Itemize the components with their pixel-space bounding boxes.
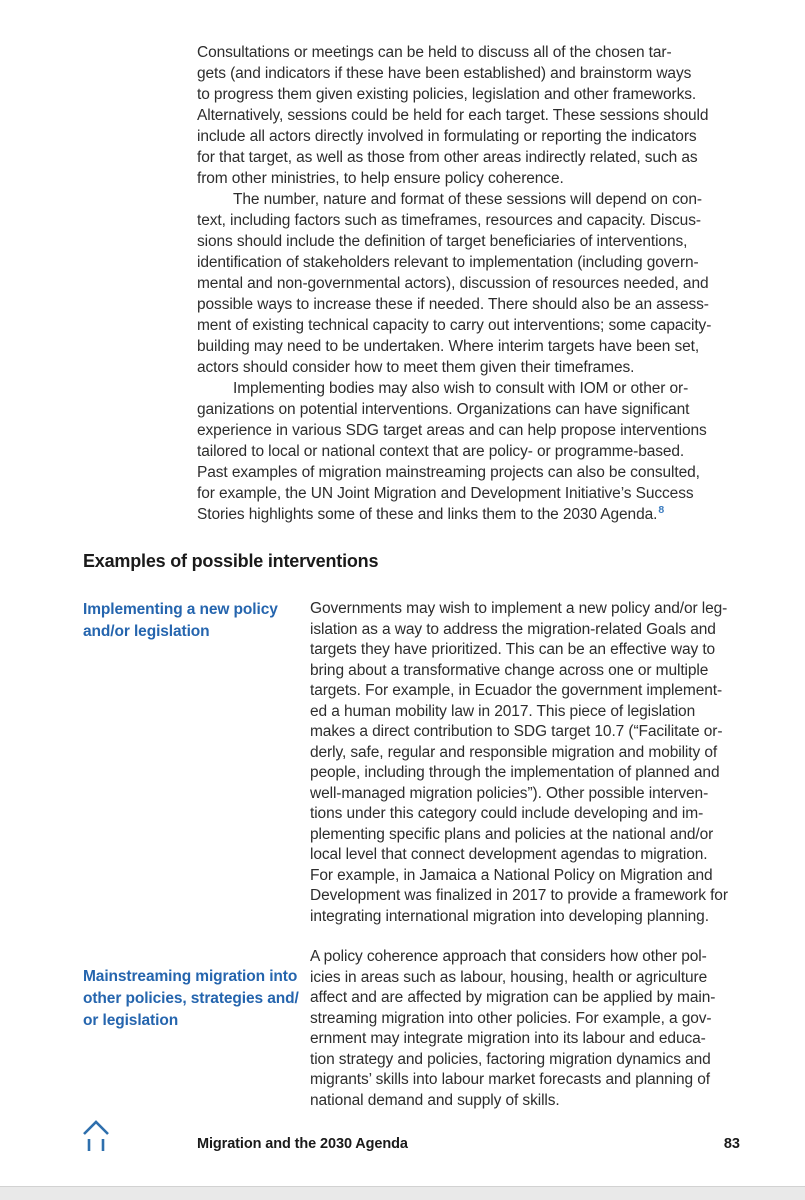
text-line: Consultations or meetings can be held to discuss all of the chosen tar- — [197, 44, 672, 61]
intervention-label-line: and/or legislation — [83, 623, 210, 640]
text-line: plementing specific plans and policies at the national and/or — [310, 825, 714, 843]
intervention-label-line: Mainstreaming migration into — [83, 968, 298, 985]
text-line: migrants’ skills into labour market forecasts and planning of — [310, 1071, 710, 1088]
intervention-label — [83, 947, 310, 1032]
text-line: ed a human mobility law in 2017. This piece of legislation — [310, 702, 696, 720]
text-line: text, including factors such as timeframes, resources and capacity. Discus- — [197, 212, 701, 229]
text-line: integrating international migration into developing planning. — [310, 907, 709, 925]
page-number: 83 — [723, 1136, 740, 1152]
text-line: tailored to local or national context that are policy- or programme-based. — [197, 443, 685, 460]
text-line: mental and non-governmental actors), discussion of resources needed, and — [197, 275, 709, 292]
text-line: well-managed migration policies”). Other possible interven- — [310, 784, 709, 802]
intervention-body — [310, 947, 738, 1111]
text-line: islation as a way to address the migration-related Goals and — [310, 620, 716, 638]
text-line: ernment may integrate migration into its labour and educa- — [310, 1030, 706, 1047]
text-line: Implementing bodies may also wish to consult with IOM or other or- — [233, 380, 689, 397]
text-line: national demand and supply of skills. — [310, 1091, 560, 1109]
intervention-row — [83, 599, 738, 927]
viewer-bottom-band — [0, 1186, 805, 1200]
footnote-ref[interactable]: 8 — [658, 503, 665, 516]
text-line: people, including through the implementation of planned and — [310, 764, 720, 781]
text-line: local level that connect development agendas to migration. — [310, 846, 708, 863]
intervention-label — [83, 599, 310, 643]
text-line: identification of stakeholders relevant to implementation (including govern- — [197, 254, 699, 271]
text-line: makes a direct contribution to SDG target 10.7 (“Facilitate or- — [310, 723, 723, 740]
text-line: for that target, as well as those from other areas indirectly related, such as — [197, 149, 698, 166]
text-line: tions under this category could include developing and im- — [310, 805, 704, 822]
intervention-label-line: or legislation — [83, 1012, 179, 1029]
text-line: actors should consider how to meet them given their timeframes. — [197, 359, 635, 376]
text-line: Stories highlights some of these and links them to the 2030 Agenda.$^8$ — [197, 503, 665, 523]
home-icon[interactable] — [82, 1120, 110, 1153]
text-line: targets they have prioritized. This can be an effective way to — [310, 641, 716, 658]
text-line: The number, nature and format of these sessions will depend on con- — [233, 191, 702, 208]
text-line: A policy coherence approach that considers how other pol- — [310, 948, 707, 965]
text-line: sions should include the definition of target beneficiaries of interventions, — [197, 233, 688, 250]
text-line: ment of existing technical capacity to carry out interventions; some capacity- — [197, 317, 712, 334]
intervention-label-line: Implementing a new policy — [83, 601, 278, 618]
home-icon-glyph — [82, 1120, 110, 1153]
text-line: gets (and indicators if these have been established) and brainstorm ways — [197, 65, 692, 82]
intervention-row — [83, 947, 738, 1111]
text-line: include all actors directly involved in formulating or reporting the indicators — [197, 128, 697, 145]
text-line: Past examples of migration mainstreaming projects can also be consulted, — [197, 464, 700, 481]
footer-title: Migration and the 2030 Agenda — [197, 1136, 408, 1152]
paragraph — [197, 378, 738, 525]
main-text — [197, 42, 738, 525]
text-line: For example, in Jamaica a National Policy on Migration and — [310, 866, 713, 884]
section-heading: Examples of possible interventions — [83, 551, 379, 571]
text-line: icies in areas such as labour, housing, health or agriculture — [310, 968, 708, 986]
text-line: Governments may wish to implement a new policy and/or leg- — [310, 600, 728, 617]
text-line: Development was finalized in 2017 to provide a framework for — [310, 887, 728, 904]
text-line: tion strategy and policies, factoring migration dynamics and — [310, 1050, 711, 1068]
text-line: Alternatively, sessions could be held for each target. These sessions should — [197, 107, 709, 124]
intervention-label-line: other policies, strategies and/ — [83, 990, 299, 1007]
text-line: from other ministries, to help ensure policy coherence. — [197, 170, 564, 187]
paragraph — [197, 42, 738, 189]
paragraph — [197, 189, 738, 378]
text-line: targets. For example, in Ecuador the government implement- — [310, 682, 723, 699]
text-line: building may need to be undertaken. Where interim targets have been set, — [197, 338, 700, 355]
text-line: streaming migration into other policies. For example, a gov- — [310, 1009, 712, 1027]
text-line: affect and are affected by migration can be applied by main- — [310, 989, 716, 1006]
text-line: experience in various SDG target areas and can help propose interventions — [197, 422, 707, 439]
text-line: bring about a transformative change across one or multiple — [310, 661, 709, 679]
text-line: to progress them given existing policies, legislation and other frameworks. — [197, 86, 697, 103]
text-line: for example, the UN Joint Migration and Development Initiative’s Success — [197, 485, 694, 502]
intervention-body — [310, 599, 738, 927]
interventions-list — [83, 599, 738, 1111]
text-line: possible ways to increase these if needed. There should also be an assess- — [197, 296, 709, 313]
text-line: derly, safe, regular and responsible migration and mobility of — [310, 743, 718, 761]
text-line: ganizations on potential interventions. Organizations can have significant — [197, 401, 690, 418]
